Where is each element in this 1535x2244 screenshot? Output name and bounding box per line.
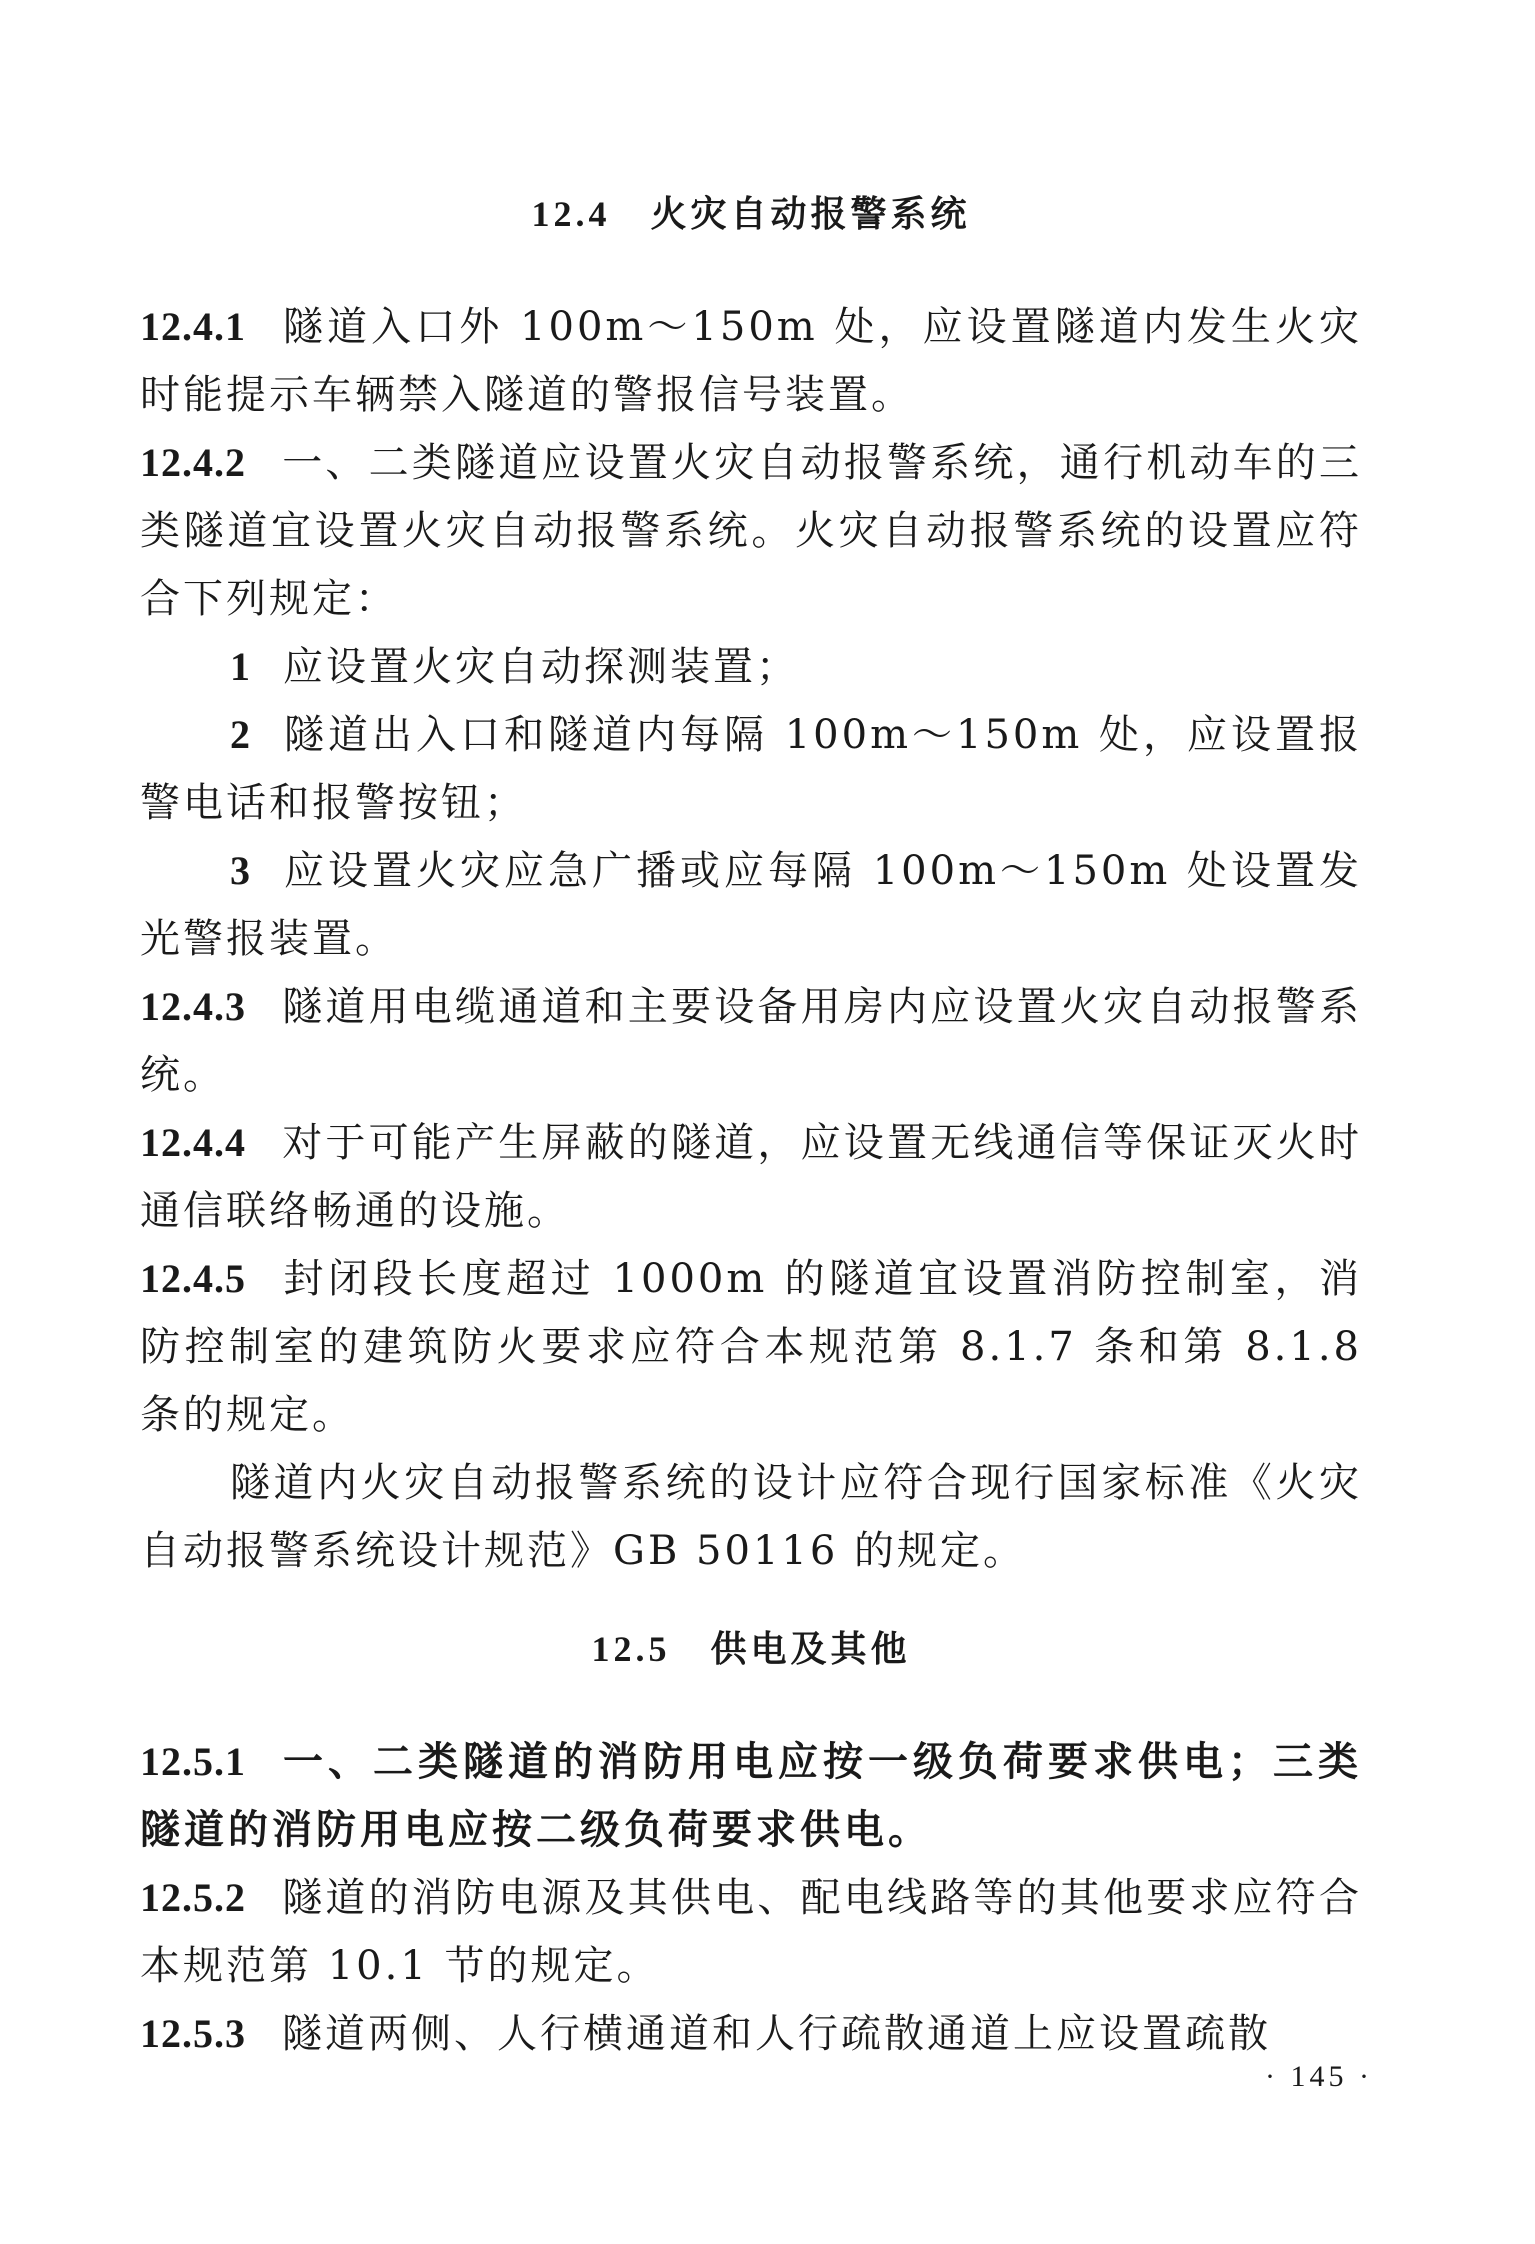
clause-12-5-3 [140, 2000, 1362, 2068]
clause-number: 12.5.2 [140, 1875, 246, 1920]
paragraph-12-4-5-continued: 隧道内火灾自动报警系统的设计应符合现行国家标准《火灾自动报警系统设计规范》GB 50116 的规定。 [140, 1460, 1362, 1574]
item-text: 隧道出入口和隧道内每隔 100m～150m 处，应设置报警电话和报警按钮； [140, 712, 1362, 826]
clause-number: 12.4.4 [140, 1120, 246, 1165]
clause-12-4-5 [140, 1245, 1362, 1449]
section-title: 供电及其他 [710, 1629, 911, 1670]
clause-number: 12.4.3 [140, 984, 246, 1029]
section-heading-12-4 [140, 180, 1362, 249]
list-item-3 [140, 837, 1362, 973]
list-item-2 [140, 701, 1362, 837]
item-number: 1 [230, 644, 253, 689]
clause-text: 一、二类隧道的消防用电应按一级负荷要求供电；三类隧道的消防用电应按二级负荷要求供电。 [140, 1739, 1362, 1853]
list-item-1 [140, 633, 1362, 701]
clause-text: 隧道两侧、人行横通道和人行疏散通道上应设置疏散 [282, 2011, 1271, 2057]
clause-12-5-2 [140, 1864, 1362, 2000]
clause-text: 对于可能产生屏蔽的隧道，应设置无线通信等保证灭火时通信联络畅通的设施。 [140, 1120, 1362, 1234]
section-heading-12-5 [140, 1615, 1362, 1684]
clause-number: 12.5.3 [140, 2011, 246, 2056]
clause-number: 12.5.1 [140, 1739, 246, 1784]
section-title: 火灾自动报警系统 [650, 194, 971, 235]
clause-12-4-4 [140, 1109, 1362, 1245]
clause-text: 封闭段长度超过 1000m 的隧道宜设置消防控制室，消防控制室的建筑防火要求应符合本规范第 8.1.7 条和第 8.1.8 条的规定。 [140, 1256, 1362, 1438]
clause-number: 12.4.1 [140, 304, 246, 349]
clause-text: 隧道的消防电源及其供电、配电线路等的其他要求应符合本规范第 10.1 节的规定。 [140, 1875, 1362, 1989]
item-text: 应设置火灾自动探测装置； [283, 644, 799, 690]
clause-12-4-3 [140, 973, 1362, 1109]
clause-number: 12.4.2 [140, 440, 246, 485]
item-text: 应设置火灾应急广播或应每隔 100m～150m 处设置发光警报装置。 [140, 848, 1362, 962]
item-number: 3 [230, 848, 253, 893]
item-number: 2 [230, 712, 253, 757]
clause-12-5-1 [140, 1728, 1362, 1864]
page-content [140, 180, 1362, 2068]
section-number: 12.4 [531, 194, 611, 234]
page-number: · 145 · [1265, 2060, 1373, 2093]
clause-text: 一、二类隧道应设置火灾自动报警系统，通行机动车的三类隧道宜设置火灾自动报警系统。火灾自动报警系统的设置应符合下列规定： [140, 440, 1362, 622]
clause-text: 隧道用电缆通道和主要设备用房内应设置火灾自动报警系统。 [140, 984, 1362, 1098]
clause-12-4-2 [140, 429, 1362, 633]
section-number: 12.5 [591, 1629, 671, 1669]
clause-12-4-1 [140, 293, 1362, 429]
clause-text: 隧道入口外 100m～150m 处，应设置隧道内发生火灾时能提示车辆禁入隧道的警报信号装置。 [140, 304, 1362, 418]
clause-number: 12.4.5 [140, 1256, 246, 1301]
